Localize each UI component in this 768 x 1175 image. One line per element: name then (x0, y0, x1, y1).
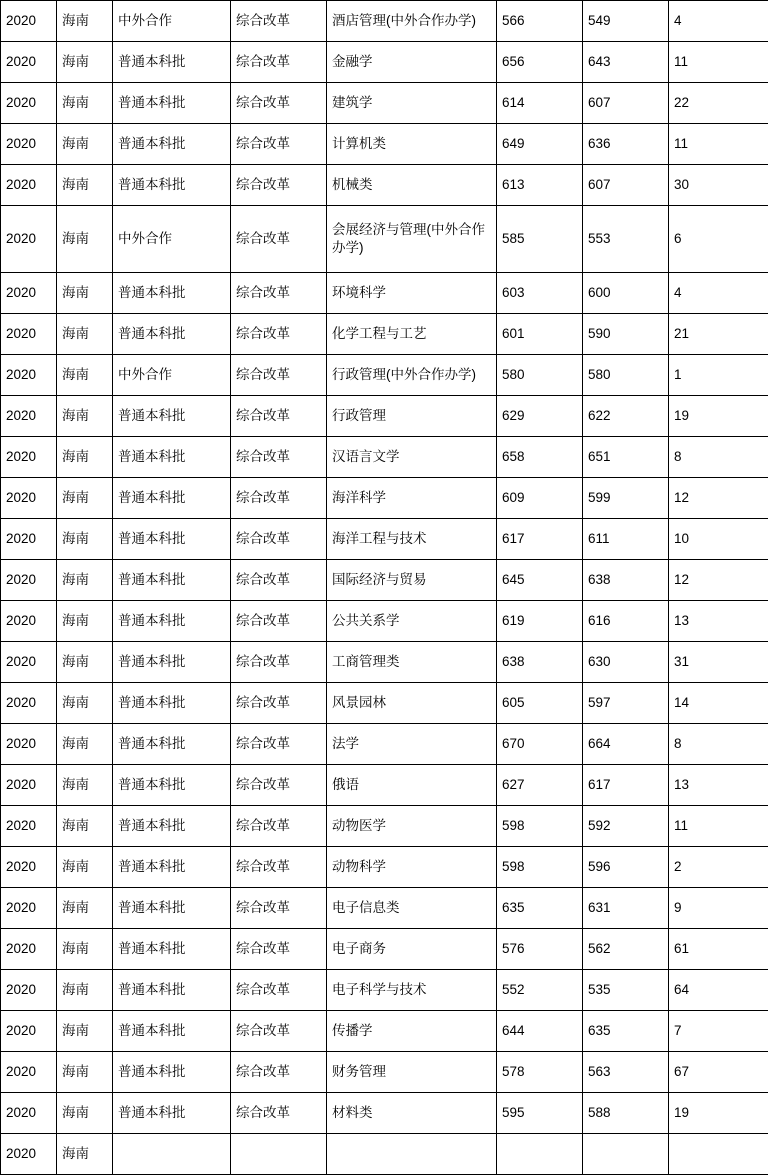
table-row (1, 1093, 768, 1134)
cell-min_score: 553 (583, 206, 669, 273)
cell-count: 13 (669, 765, 768, 806)
table-row (1, 806, 768, 847)
cell-province: 海南 (57, 165, 113, 206)
cell-score: 585 (497, 206, 583, 273)
cell-year: 2020 (1, 206, 57, 273)
table-row (1, 355, 768, 396)
cell-reform_type: 综合改革 (231, 355, 327, 396)
cell-province: 海南 (57, 273, 113, 314)
cell-count: 21 (669, 314, 768, 355)
table-row (1, 42, 768, 83)
cell-year: 2020 (1, 355, 57, 396)
cell-major: 海洋科学 (327, 478, 497, 519)
table-row (1, 601, 768, 642)
cell-major: 行政管理 (327, 396, 497, 437)
cell-reform_type: 综合改革 (231, 806, 327, 847)
cell-reform_type: 综合改革 (231, 683, 327, 724)
cell-year: 2020 (1, 1011, 57, 1052)
cell-year: 2020 (1, 1134, 57, 1175)
cell-batch: 普通本科批 (113, 396, 231, 437)
cell-year: 2020 (1, 560, 57, 601)
cell-batch: 中外合作 (113, 206, 231, 273)
cell-batch: 普通本科批 (113, 765, 231, 806)
cell-score: 595 (497, 1093, 583, 1134)
cell-min_score: 616 (583, 601, 669, 642)
cell-score: 552 (497, 970, 583, 1011)
cell-batch: 普通本科批 (113, 724, 231, 765)
cell-reform_type: 综合改革 (231, 888, 327, 929)
table-row (1, 206, 768, 273)
cell-reform_type (231, 1134, 327, 1175)
cell-province: 海南 (57, 124, 113, 165)
cell-major: 国际经济与贸易 (327, 560, 497, 601)
cell-score: 578 (497, 1052, 583, 1093)
cell-min_score: 535 (583, 970, 669, 1011)
cell-reform_type: 综合改革 (231, 206, 327, 273)
cell-reform_type: 综合改革 (231, 42, 327, 83)
cell-major: 电子信息类 (327, 888, 497, 929)
cell-major: 酒店管理(中外合作办学) (327, 1, 497, 42)
cell-reform_type: 综合改革 (231, 1, 327, 42)
table-row (1, 642, 768, 683)
cell-batch: 普通本科批 (113, 847, 231, 888)
cell-major: 会展经济与管理(中外合作办学) (327, 206, 497, 273)
cell-year: 2020 (1, 273, 57, 314)
cell-province: 海南 (57, 1, 113, 42)
cell-reform_type: 综合改革 (231, 642, 327, 683)
cell-count (669, 1134, 768, 1175)
cell-year: 2020 (1, 683, 57, 724)
cell-reform_type: 综合改革 (231, 765, 327, 806)
cell-min_score: 563 (583, 1052, 669, 1093)
cell-province: 海南 (57, 765, 113, 806)
cell-province: 海南 (57, 888, 113, 929)
table-row (1, 478, 768, 519)
cell-reform_type: 综合改革 (231, 396, 327, 437)
cell-batch: 普通本科批 (113, 888, 231, 929)
cell-year: 2020 (1, 478, 57, 519)
cell-batch: 普通本科批 (113, 642, 231, 683)
cell-batch: 普通本科批 (113, 42, 231, 83)
cell-count: 12 (669, 478, 768, 519)
cell-province: 海南 (57, 1134, 113, 1175)
cell-score: 649 (497, 124, 583, 165)
cell-batch: 普通本科批 (113, 806, 231, 847)
cell-score: 598 (497, 806, 583, 847)
cell-reform_type: 综合改革 (231, 929, 327, 970)
cell-min_score (583, 1134, 669, 1175)
cell-province: 海南 (57, 519, 113, 560)
cell-batch: 普通本科批 (113, 314, 231, 355)
table-row (1, 765, 768, 806)
cell-min_score: 607 (583, 165, 669, 206)
cell-major: 金融学 (327, 42, 497, 83)
cell-reform_type: 综合改革 (231, 601, 327, 642)
table-row (1, 683, 768, 724)
cell-year: 2020 (1, 1093, 57, 1134)
cell-province: 海南 (57, 1011, 113, 1052)
cell-major: 汉语言文学 (327, 437, 497, 478)
cell-province: 海南 (57, 314, 113, 355)
cell-score: 603 (497, 273, 583, 314)
table-row (1, 1011, 768, 1052)
cell-score: 566 (497, 1, 583, 42)
cell-year: 2020 (1, 83, 57, 124)
cell-batch: 普通本科批 (113, 970, 231, 1011)
cell-score: 619 (497, 601, 583, 642)
cell-count: 19 (669, 396, 768, 437)
table-body (1, 1, 768, 1175)
table-row (1, 437, 768, 478)
cell-year: 2020 (1, 519, 57, 560)
cell-major: 机械类 (327, 165, 497, 206)
cell-major: 工商管理类 (327, 642, 497, 683)
cell-count: 31 (669, 642, 768, 683)
cell-province: 海南 (57, 83, 113, 124)
cell-major: 动物科学 (327, 847, 497, 888)
cell-count: 64 (669, 970, 768, 1011)
cell-province: 海南 (57, 355, 113, 396)
cell-score: 598 (497, 847, 583, 888)
cell-min_score: 617 (583, 765, 669, 806)
cell-year: 2020 (1, 970, 57, 1011)
cell-year: 2020 (1, 314, 57, 355)
cell-reform_type: 综合改革 (231, 847, 327, 888)
table-row (1, 929, 768, 970)
cell-reform_type: 综合改革 (231, 124, 327, 165)
cell-province: 海南 (57, 437, 113, 478)
cell-batch (113, 1134, 231, 1175)
cell-major: 法学 (327, 724, 497, 765)
cell-score: 670 (497, 724, 583, 765)
cell-min_score: 631 (583, 888, 669, 929)
cell-reform_type: 综合改革 (231, 165, 327, 206)
cell-batch: 普通本科批 (113, 1011, 231, 1052)
cell-batch: 普通本科批 (113, 560, 231, 601)
cell-min_score: 635 (583, 1011, 669, 1052)
table-row (1, 888, 768, 929)
cell-reform_type: 综合改革 (231, 314, 327, 355)
cell-province: 海南 (57, 396, 113, 437)
cell-count: 13 (669, 601, 768, 642)
cell-province: 海南 (57, 970, 113, 1011)
cell-count: 8 (669, 437, 768, 478)
cell-count: 6 (669, 206, 768, 273)
table-row (1, 724, 768, 765)
table-row (1, 560, 768, 601)
cell-batch: 普通本科批 (113, 478, 231, 519)
cell-count: 2 (669, 847, 768, 888)
cell-min_score: 592 (583, 806, 669, 847)
cell-min_score: 636 (583, 124, 669, 165)
cell-year: 2020 (1, 396, 57, 437)
cell-year: 2020 (1, 437, 57, 478)
cell-batch: 普通本科批 (113, 601, 231, 642)
table-row (1, 124, 768, 165)
cell-count: 19 (669, 1093, 768, 1134)
cell-major: 化学工程与工艺 (327, 314, 497, 355)
table-row (1, 519, 768, 560)
cell-major: 电子科学与技术 (327, 970, 497, 1011)
cell-score: 658 (497, 437, 583, 478)
cell-min_score: 643 (583, 42, 669, 83)
cell-major: 公共关系学 (327, 601, 497, 642)
cell-year: 2020 (1, 42, 57, 83)
table-row (1, 314, 768, 355)
cell-score: 601 (497, 314, 583, 355)
cell-province: 海南 (57, 683, 113, 724)
cell-year: 2020 (1, 1, 57, 42)
table-row (1, 273, 768, 314)
cell-score: 605 (497, 683, 583, 724)
table-row (1, 1052, 768, 1093)
cell-reform_type: 综合改革 (231, 273, 327, 314)
cell-major: 计算机类 (327, 124, 497, 165)
cell-reform_type: 综合改革 (231, 970, 327, 1011)
cell-major: 材料类 (327, 1093, 497, 1134)
cell-batch: 普通本科批 (113, 929, 231, 970)
cell-reform_type: 综合改革 (231, 1093, 327, 1134)
cell-min_score: 611 (583, 519, 669, 560)
cell-year: 2020 (1, 929, 57, 970)
cell-min_score: 622 (583, 396, 669, 437)
cell-batch: 普通本科批 (113, 519, 231, 560)
cell-score: 580 (497, 355, 583, 396)
cell-min_score: 651 (583, 437, 669, 478)
cell-min_score: 599 (583, 478, 669, 519)
cell-reform_type: 综合改革 (231, 1052, 327, 1093)
cell-reform_type: 综合改革 (231, 519, 327, 560)
cell-count: 4 (669, 1, 768, 42)
table-row (1, 1134, 768, 1175)
cell-reform_type: 综合改革 (231, 560, 327, 601)
cell-reform_type: 综合改革 (231, 478, 327, 519)
cell-province: 海南 (57, 1052, 113, 1093)
cell-major: 传播学 (327, 1011, 497, 1052)
cell-reform_type: 综合改革 (231, 1011, 327, 1052)
cell-min_score: 590 (583, 314, 669, 355)
cell-province: 海南 (57, 806, 113, 847)
cell-major: 风景园林 (327, 683, 497, 724)
cell-province: 海南 (57, 478, 113, 519)
cell-year: 2020 (1, 847, 57, 888)
cell-score (497, 1134, 583, 1175)
table-row (1, 847, 768, 888)
cell-major: 建筑学 (327, 83, 497, 124)
cell-count: 14 (669, 683, 768, 724)
cell-min_score: 664 (583, 724, 669, 765)
cell-batch: 普通本科批 (113, 1052, 231, 1093)
cell-province: 海南 (57, 42, 113, 83)
cell-min_score: 607 (583, 83, 669, 124)
cell-major (327, 1134, 497, 1175)
cell-batch: 普通本科批 (113, 124, 231, 165)
cell-province: 海南 (57, 929, 113, 970)
cell-major: 环境科学 (327, 273, 497, 314)
cell-count: 10 (669, 519, 768, 560)
cell-count: 67 (669, 1052, 768, 1093)
cell-batch: 普通本科批 (113, 1093, 231, 1134)
cell-count: 12 (669, 560, 768, 601)
cell-reform_type: 综合改革 (231, 83, 327, 124)
table-row (1, 165, 768, 206)
cell-count: 7 (669, 1011, 768, 1052)
cell-score: 627 (497, 765, 583, 806)
cell-min_score: 596 (583, 847, 669, 888)
cell-count: 11 (669, 806, 768, 847)
cell-min_score: 549 (583, 1, 669, 42)
cell-province: 海南 (57, 724, 113, 765)
cell-batch: 中外合作 (113, 1, 231, 42)
cell-count: 11 (669, 42, 768, 83)
cell-year: 2020 (1, 165, 57, 206)
cell-count: 30 (669, 165, 768, 206)
cell-min_score: 588 (583, 1093, 669, 1134)
cell-year: 2020 (1, 642, 57, 683)
cell-major: 行政管理(中外合作办学) (327, 355, 497, 396)
cell-score: 644 (497, 1011, 583, 1052)
cell-year: 2020 (1, 806, 57, 847)
cell-province: 海南 (57, 560, 113, 601)
cell-score: 617 (497, 519, 583, 560)
cell-year: 2020 (1, 124, 57, 165)
cell-count: 22 (669, 83, 768, 124)
cell-batch: 普通本科批 (113, 273, 231, 314)
cell-min_score: 600 (583, 273, 669, 314)
table-row (1, 83, 768, 124)
cell-min_score: 597 (583, 683, 669, 724)
cell-batch: 普通本科批 (113, 83, 231, 124)
cell-batch: 中外合作 (113, 355, 231, 396)
cell-reform_type: 综合改革 (231, 437, 327, 478)
cell-min_score: 562 (583, 929, 669, 970)
cell-province: 海南 (57, 642, 113, 683)
cell-score: 609 (497, 478, 583, 519)
table-row (1, 970, 768, 1011)
cell-province: 海南 (57, 1093, 113, 1134)
cell-year: 2020 (1, 888, 57, 929)
cell-min_score: 638 (583, 560, 669, 601)
cell-year: 2020 (1, 724, 57, 765)
cell-score: 638 (497, 642, 583, 683)
cell-province: 海南 (57, 847, 113, 888)
cell-score: 613 (497, 165, 583, 206)
cell-score: 629 (497, 396, 583, 437)
cell-batch: 普通本科批 (113, 437, 231, 478)
cell-count: 61 (669, 929, 768, 970)
cell-batch: 普通本科批 (113, 165, 231, 206)
cell-min_score: 580 (583, 355, 669, 396)
cell-year: 2020 (1, 765, 57, 806)
cell-count: 8 (669, 724, 768, 765)
cell-count: 1 (669, 355, 768, 396)
cell-batch: 普通本科批 (113, 683, 231, 724)
cell-year: 2020 (1, 601, 57, 642)
cell-score: 576 (497, 929, 583, 970)
cell-count: 11 (669, 124, 768, 165)
cell-major: 海洋工程与技术 (327, 519, 497, 560)
cell-score: 635 (497, 888, 583, 929)
cell-province: 海南 (57, 206, 113, 273)
table-row (1, 396, 768, 437)
cell-score: 656 (497, 42, 583, 83)
cell-year: 2020 (1, 1052, 57, 1093)
cell-reform_type: 综合改革 (231, 724, 327, 765)
cell-count: 4 (669, 273, 768, 314)
cell-major: 动物医学 (327, 806, 497, 847)
cell-major: 俄语 (327, 765, 497, 806)
cell-score: 645 (497, 560, 583, 601)
cell-major: 电子商务 (327, 929, 497, 970)
cell-count: 9 (669, 888, 768, 929)
table-row (1, 1, 768, 42)
cell-major: 财务管理 (327, 1052, 497, 1093)
cell-min_score: 630 (583, 642, 669, 683)
cell-score: 614 (497, 83, 583, 124)
cell-province: 海南 (57, 601, 113, 642)
